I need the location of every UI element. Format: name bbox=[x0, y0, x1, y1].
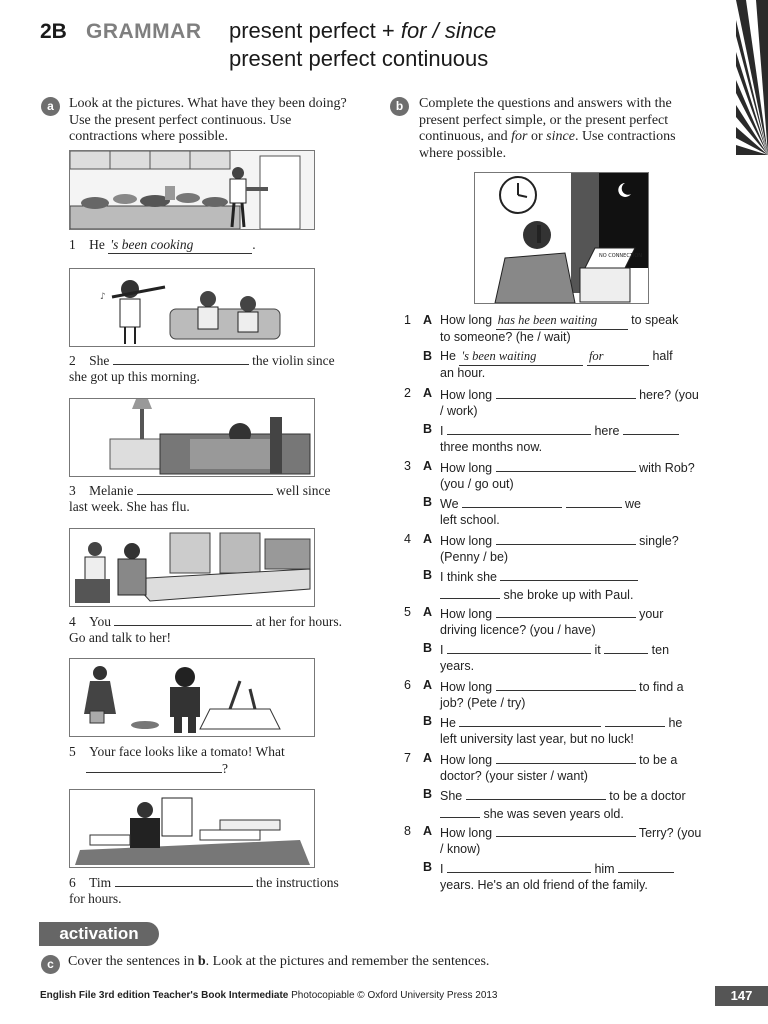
a-item-6 bbox=[69, 874, 339, 907]
answer-blank[interactable] bbox=[496, 386, 636, 399]
a-line2: years. bbox=[440, 658, 475, 673]
answer-blank[interactable] bbox=[113, 352, 249, 365]
instruction-italic: for bbox=[511, 129, 528, 144]
answer-blank[interactable] bbox=[459, 714, 601, 727]
answer-blank[interactable] bbox=[466, 787, 606, 800]
svg-text:♪: ♪ bbox=[100, 292, 106, 302]
c-text-bold: b bbox=[197, 954, 206, 969]
question-text bbox=[440, 824, 710, 857]
c-text-pre: Cover the sentences in bbox=[68, 954, 198, 969]
q-start: How long bbox=[440, 607, 493, 621]
q-start: How long bbox=[440, 388, 493, 402]
answer-blank[interactable] bbox=[500, 568, 638, 581]
q-end: to speak bbox=[631, 313, 679, 327]
answer-blank[interactable] bbox=[447, 860, 591, 873]
speaker-a-label: A bbox=[423, 532, 433, 546]
item-text: Melanie bbox=[89, 483, 134, 498]
a-end: we bbox=[624, 497, 641, 511]
item-number: 5 bbox=[404, 605, 411, 619]
speaker-b-label: B bbox=[423, 641, 433, 655]
answer-text bbox=[440, 422, 710, 455]
a-item-2 bbox=[69, 352, 335, 385]
picture-exercise bbox=[69, 658, 315, 737]
item-number: 3 bbox=[69, 483, 76, 498]
a-mid: him bbox=[594, 862, 615, 876]
a-line2: three months now. bbox=[440, 439, 543, 454]
example-answer: 's been cooking bbox=[110, 237, 194, 252]
answer-text bbox=[440, 787, 710, 822]
example-answer: 's been waiting bbox=[459, 349, 583, 366]
q-line2: job? (Pete / try) bbox=[440, 695, 526, 710]
question-text bbox=[440, 751, 710, 784]
answer-text bbox=[440, 568, 710, 603]
item-number: 1 bbox=[69, 237, 76, 252]
item-text: She bbox=[89, 353, 110, 368]
item-text-line2: she got up this morning. bbox=[69, 369, 200, 384]
q-line2: doctor? (your sister / want) bbox=[440, 768, 588, 783]
footer-title: English File 3rd edition Teacher's Book Intermediate bbox=[40, 990, 289, 1001]
speaker-b-label: B bbox=[423, 422, 433, 436]
speaker-b-label: B bbox=[423, 568, 433, 582]
item-number: 7 bbox=[404, 751, 411, 765]
speaker-b-label: B bbox=[423, 349, 433, 363]
picture-violin bbox=[69, 268, 315, 347]
item-text-line2: for hours. bbox=[69, 891, 122, 906]
a-start: I bbox=[440, 424, 444, 438]
page-title-line2: present perfect continuous bbox=[229, 46, 489, 71]
item-number: 2 bbox=[404, 386, 411, 400]
item-number: 8 bbox=[404, 824, 411, 838]
answer-blank[interactable] bbox=[496, 605, 636, 618]
speaker-b-label: B bbox=[423, 714, 433, 728]
a-line2: years. He's an old friend of the family. bbox=[440, 877, 648, 892]
item-text-end: the violin since bbox=[252, 353, 335, 368]
instruction-italic: since bbox=[546, 129, 575, 144]
speaker-a-label: A bbox=[423, 313, 433, 327]
page-number: 147 bbox=[715, 986, 768, 1006]
a-line2: she was seven years old. bbox=[483, 806, 624, 821]
a-mid: to be a doctor bbox=[609, 789, 686, 803]
answer-blank[interactable] bbox=[496, 824, 636, 837]
item-number: 6 bbox=[404, 678, 411, 692]
example-answer: for bbox=[587, 349, 649, 366]
question-text bbox=[440, 313, 710, 345]
q-line2: / work) bbox=[440, 403, 478, 418]
answer-blank[interactable] bbox=[108, 237, 252, 254]
q-end: single? bbox=[639, 534, 679, 548]
example-answer: has he been waiting bbox=[496, 313, 628, 330]
a-start: I bbox=[440, 643, 444, 657]
answer-blank[interactable] bbox=[604, 641, 648, 654]
speaker-b-label: B bbox=[423, 495, 433, 509]
picture-phone-waiting bbox=[474, 172, 649, 304]
answer-blank[interactable] bbox=[605, 714, 665, 727]
question-text bbox=[440, 678, 710, 711]
speaker-b-label: B bbox=[423, 787, 433, 801]
q-end: with Rob? bbox=[639, 461, 695, 475]
q-start: How long bbox=[440, 753, 493, 767]
part-a-instruction: Look at the pictures. What have they been doing? Use the present perfect continuous. Use contractions where possible. bbox=[69, 96, 347, 144]
q-line2: (you / go out) bbox=[440, 476, 514, 491]
item-number: 1 bbox=[404, 313, 411, 327]
q-end: to find a bbox=[639, 680, 684, 694]
answer-text bbox=[440, 641, 710, 674]
footer-copyright: Photocopiable © Oxford University Press 2013 bbox=[291, 990, 498, 1001]
answer-blank[interactable] bbox=[566, 495, 622, 508]
speaker-a-label: A bbox=[423, 459, 433, 473]
item-number: 3 bbox=[404, 459, 411, 473]
item-number: 6 bbox=[69, 875, 76, 890]
speaker-a-label: A bbox=[423, 824, 433, 838]
question-text bbox=[440, 459, 710, 492]
a-line2: she broke up with Paul. bbox=[503, 587, 634, 602]
page-title-line1 bbox=[229, 18, 496, 44]
part-b-badge: b bbox=[390, 97, 409, 116]
picture-instructions bbox=[69, 789, 315, 868]
item-number: 2 bbox=[69, 353, 76, 368]
answer-blank[interactable] bbox=[496, 459, 636, 472]
section-label: GRAMMAR bbox=[86, 20, 202, 43]
a-mid: here bbox=[594, 424, 620, 438]
speaker-a-label: A bbox=[423, 751, 433, 765]
answer-text bbox=[440, 714, 710, 747]
a-line2: left university last year, but no luck! bbox=[440, 731, 634, 746]
speaker-b-label: B bbox=[423, 860, 433, 874]
item-text-end: the instructions bbox=[255, 875, 339, 890]
q-line2: (Penny / be) bbox=[440, 549, 509, 564]
a-start: He bbox=[440, 349, 456, 363]
a-item-5 bbox=[69, 744, 285, 777]
a-start: I think she bbox=[440, 570, 497, 584]
answer-text bbox=[440, 495, 710, 528]
speaker-a-label: A bbox=[423, 605, 433, 619]
a-item-3 bbox=[69, 482, 330, 515]
a-start: He bbox=[440, 716, 456, 730]
item-text: He bbox=[89, 237, 105, 252]
q-line2: to someone? (he / wait) bbox=[440, 329, 571, 344]
picture-staring bbox=[69, 528, 315, 607]
answer-blank[interactable] bbox=[496, 532, 636, 545]
q-start: How long bbox=[440, 534, 493, 548]
a-start: We bbox=[440, 497, 459, 511]
q-line2: driving licence? (you / have) bbox=[440, 622, 596, 637]
speaker-a-label: A bbox=[423, 678, 433, 692]
a-mid: it bbox=[594, 643, 601, 657]
answer-blank[interactable] bbox=[440, 586, 500, 599]
item-number: 4 bbox=[404, 532, 411, 546]
item-text-line2: Go and talk to her! bbox=[69, 630, 171, 645]
footer-text bbox=[40, 990, 498, 1001]
question-text bbox=[440, 386, 710, 419]
c-text-post: . Look at the pictures and remember the sentences. bbox=[205, 954, 490, 969]
answer-blank[interactable] bbox=[618, 860, 674, 873]
question-text bbox=[440, 532, 710, 565]
answer-blank[interactable] bbox=[462, 495, 562, 508]
a-end: ten bbox=[651, 643, 670, 657]
part-b-instruction bbox=[419, 96, 709, 162]
answer-blank[interactable] bbox=[440, 805, 480, 818]
item-text-end: . bbox=[252, 237, 256, 252]
item-text: Tim bbox=[89, 875, 112, 890]
q-end: Terry? (you bbox=[638, 826, 702, 840]
a-start: She bbox=[440, 789, 463, 803]
question-text bbox=[440, 605, 710, 638]
title-text: present perfect + for / since bbox=[229, 18, 497, 43]
activation-banner: activation bbox=[39, 922, 159, 946]
answer-text bbox=[440, 860, 710, 893]
answer-blank[interactable] bbox=[623, 422, 679, 435]
part-c-badge: c bbox=[41, 955, 60, 974]
answer-blank[interactable] bbox=[496, 678, 636, 691]
part-a-badge: a bbox=[41, 97, 60, 116]
speaker-a-label: A bbox=[423, 386, 433, 400]
q-start: How long bbox=[440, 680, 493, 694]
sunburst-decoration bbox=[736, 0, 768, 155]
item-text-line2: last week. She has flu. bbox=[69, 499, 190, 514]
a-start: I bbox=[440, 862, 444, 876]
a-end: he bbox=[668, 716, 683, 730]
q-end: to be a bbox=[639, 753, 678, 767]
item-text-end: well since bbox=[276, 483, 331, 498]
answer-blank[interactable] bbox=[496, 751, 636, 764]
q-end: here? (you bbox=[639, 388, 699, 402]
picture-cooking bbox=[69, 150, 315, 230]
q-start: How long bbox=[440, 313, 493, 327]
item-number: 5 bbox=[69, 744, 76, 759]
answer-text bbox=[440, 349, 710, 381]
answer-blank[interactable] bbox=[447, 422, 591, 435]
item-text: You bbox=[89, 614, 112, 629]
answer-blank[interactable] bbox=[114, 613, 252, 626]
part-c-instruction bbox=[68, 954, 688, 971]
answer-blank[interactable] bbox=[137, 482, 273, 495]
answer-blank[interactable] bbox=[115, 874, 253, 887]
item-number: 4 bbox=[69, 614, 76, 629]
q-start: How long bbox=[440, 461, 493, 475]
item-text-end: ? bbox=[222, 761, 228, 776]
a-line2: an hour. bbox=[440, 365, 486, 380]
answer-blank[interactable] bbox=[86, 760, 222, 773]
a-item-1 bbox=[69, 237, 256, 254]
a-end: half bbox=[652, 349, 673, 363]
title-italic: for / since bbox=[400, 18, 497, 43]
item-text: Your face looks like a tomato! What bbox=[89, 744, 285, 759]
instruction-text: Complete the questions and answers with the present perfect simple, or the present perfect continuous, and for or since. Use contractions where possible. bbox=[419, 96, 676, 161]
q-line2: / know) bbox=[440, 841, 481, 856]
item-text-end: at her for hours. bbox=[255, 614, 343, 629]
a-item-4 bbox=[69, 613, 342, 646]
picture-sick-in-bed bbox=[69, 398, 315, 477]
unit-code: 2B bbox=[40, 20, 67, 43]
answer-blank[interactable] bbox=[447, 641, 591, 654]
q-end: your bbox=[639, 607, 664, 621]
q-start: How long bbox=[440, 826, 493, 840]
screen-text: NO CONNECTION bbox=[599, 253, 643, 259]
a-line2: left school. bbox=[440, 512, 500, 527]
